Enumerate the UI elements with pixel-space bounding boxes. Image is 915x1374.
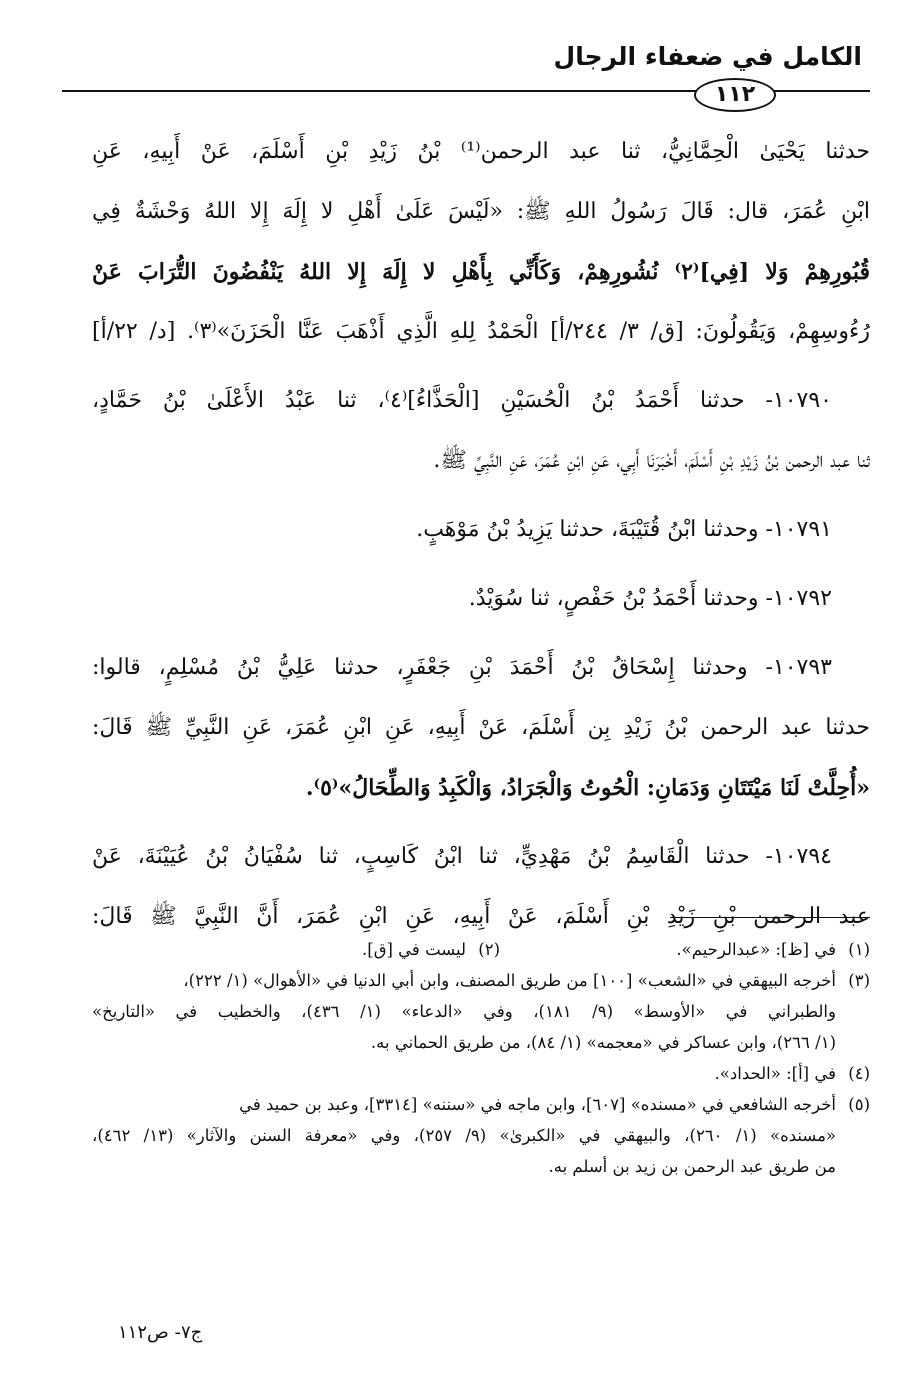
text-line: رُءُوسِهِمْ، وَيَقُولُونَ: [ق/ ٣/ ٢٤٤/أ] الْحَمْدُ لِلهِ الَّذِي أَذْهَبَ عَنَّا الْحَزَنَ»⁽٣⁾. [د/ ٢٢/أ] bbox=[92, 319, 870, 344]
footnote-line: أخرجه البيهقي في «الشعب» [١٠٠] من طريق المصنف، وابن أبي الدنيا في «الأهوال» (١/ ٢٢٢)، bbox=[183, 971, 836, 990]
page-number-badge: ١١٢ bbox=[694, 78, 776, 112]
hadith-10794: ١٠٧٩٤- حدثنا الْقَاسِمُ بْنُ مَهْدِيٍّ، ثنا ابْنُ كَاسِبٍ، ثنا سُفْيَانُ بْنُ عُيَيْنَةَ، عَنْ bbox=[92, 844, 832, 869]
hadith-10793: ١٠٧٩٣- وحدثنا إِسْحَاقُ بْنُ أَحْمَدَ بْنِ جَعْفَرٍ، حدثنا عَلِيُّ بْنُ مُسْلِمٍ، قالوا: bbox=[92, 655, 832, 680]
footnote-line: (١/ ٢٦٦)، وابن عساكر في «معجمه» (١/ ٨٤)، من طريق الحماني به. bbox=[370, 1033, 836, 1052]
volume-page-signature: ج٧- ص١١٢ bbox=[118, 1322, 203, 1343]
text-line: حدثنا يَحْيَىٰ الْحِمَّانِيُّ، ثنا عبد الرحمن⁽¹⁾ بْنُ زَيْدِ بْنِ أَسْلَمَ، عَنْ أَبِيهِ، عَنِ bbox=[92, 139, 870, 164]
footnotes bbox=[92, 934, 870, 1182]
footnote-number: (٤) bbox=[848, 1064, 870, 1083]
text-line: ثنا عبد الرحمن بْنُ زَيْدِ بْنِ أَسْلَمَ، أَخْبَرَنَا أَبِي، عَنِ ابْنِ عُمَرَ، عَنِ النَّبِيِّ ﷺ. bbox=[433, 448, 870, 473]
footnote-line: «مسنده» (١/ ٢٦٠)، والبيهقي في «الكبرىٰ» (٩/ ٢٥٧)، وفي «معرفة السنن والآثار» (١٣/ ٤٦٢)، bbox=[92, 1126, 837, 1145]
running-header bbox=[62, 26, 870, 106]
footnote-5 bbox=[92, 1089, 870, 1120]
text-line: «أُحِلَّتْ لَنَا مَيْتَتَانِ وَدَمَانِ: الْحُوتُ وَالْجَرَادُ، وَالْكَبِدُ وَالطِّحَالُ»⁽٥⁾. bbox=[305, 775, 870, 801]
footnote-4 bbox=[92, 1058, 870, 1089]
hadith-10791: ١٠٧٩١- وحدثنا ابْنُ قُتَيْبَةَ، حدثنا يَزِيدُ بْنُ مَوْهَبٍ. bbox=[416, 517, 832, 542]
main-text bbox=[92, 122, 870, 947]
hadith-10790: ١٠٧٩٠- حدثنا أَحْمَدُ بْنُ الْحُسَيْنِ [الْحَذَّاءُ]⁽٤⁾، ثنا عَبْدُ الأَعْلَىٰ بْنُ حَمَّادٍ، bbox=[92, 388, 832, 413]
footnote-number: (١) bbox=[848, 940, 870, 959]
footnote-separator bbox=[670, 917, 870, 918]
footnote-line: أخرجه الشافعي في «مسنده» [٦٠٧]، وابن ماجه في «سننه» [٣٣١٤]، وعبد بن حميد في bbox=[239, 1095, 836, 1114]
footnote-3 bbox=[92, 965, 870, 996]
footnote-line: والطبراني في «الأوسط» (٩/ ١٨١)، وفي «الدعاء» (١/ ٤٣٦)، والخطيب في «التاريخ» bbox=[92, 1002, 836, 1021]
book-title: الكامل في ضعفاء الرجال bbox=[553, 42, 862, 71]
text-line: ابْنِ عُمَرَ، قال: قَالَ رَسُولُ اللهِ ﷺ: «لَيْسَ عَلَىٰ أَهْلِ لا إِلَهَ إِلا اللهُ وَحْشَةٌ فِي bbox=[92, 199, 870, 224]
footnote-1: في [ظ]: «عبدالرحيم». bbox=[676, 940, 836, 959]
footnote-number: (٢) bbox=[478, 940, 500, 959]
footnote-number: (٥) bbox=[848, 1095, 870, 1114]
text-line: حدثنا عبد الرحمن بْنُ زَيْدِ بِن أَسْلَمَ، عَنْ أَبِيهِ، عَنِ ابْنِ عُمَرَ، عَنِ النَّبِيِّ ﷺ قَالَ: bbox=[92, 715, 870, 740]
footnote-line: في [أ]: «الحداد». bbox=[714, 1064, 836, 1083]
text-line: عبد الرحمن بْنِ زَيْدِ بْنِ أَسْلَمَ، عَنْ أَبِيهِ، عَنِ ابْنِ عُمَرَ، أَنَّ النَّبِيَّ ﷺ قَالَ: bbox=[92, 904, 870, 929]
hadith-10792: ١٠٧٩٢- وحدثنا أَحْمَدُ بْنُ حَفْصٍ، ثنا سُوَيْدٌ. bbox=[468, 586, 832, 611]
footnote-number: (٣) bbox=[848, 971, 870, 990]
footnote-2: ليست في [ق]. bbox=[362, 940, 466, 959]
footnote-row-1-2 bbox=[92, 934, 870, 965]
text-line: قُبُورِهِمْ وَلا [فِي]⁽٢⁾ نُشُورِهِمْ، وَكَأَنِّي بِأَهْلِ لا إِلَهَ إِلا اللهُ يَنْفُضُونَ التُّرَابَ عَنْ bbox=[92, 259, 870, 285]
footnote-line: من طريق عبد الرحمن بن زيد بن أسلم به. bbox=[548, 1157, 836, 1176]
